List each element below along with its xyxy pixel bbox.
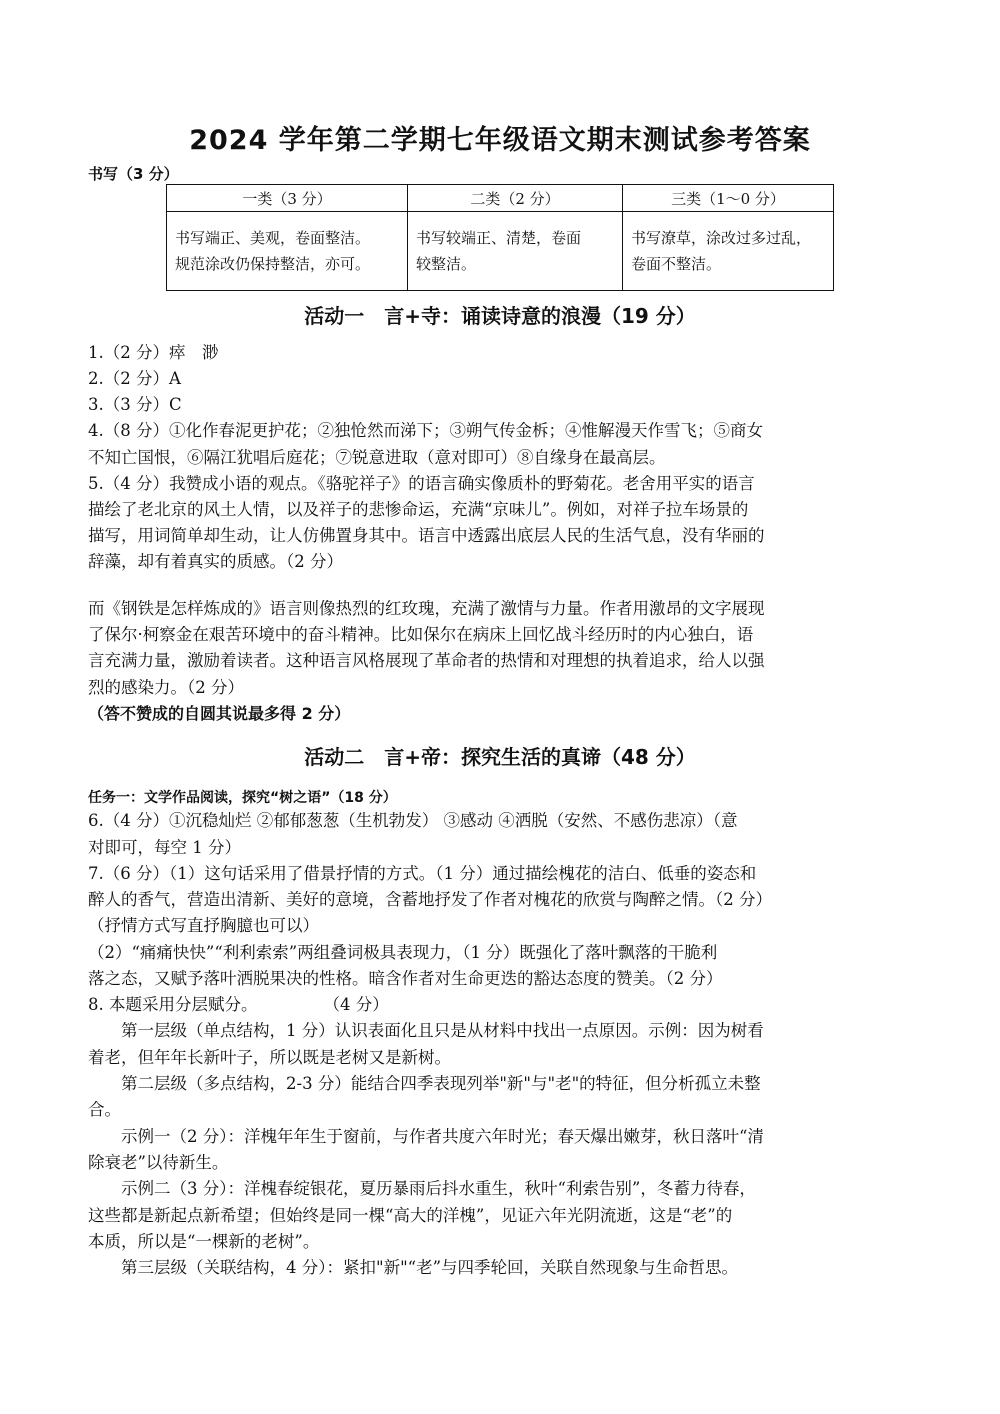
scoring-note: （答不赞成的自圆其说最多得 2 分） [88,704,351,723]
answer-line: 6.（4 分）①沉稳灿烂 ②郁郁葱葱（生机勃发） ③感动 ④洒脱（安然、不感伤悲凉）（意 [88,811,738,830]
answer-line: 7.（6 分）（1）这句话采用了借景抒情的方式。（1 分）通过描绘槐花的洁白、低垂的姿态和 [88,864,757,883]
grade-criteria-3 [623,212,834,291]
answer-line: 2.（2 分）A [88,369,181,388]
answer-line: （抒情方式写直抒胸臆也可以） [88,916,319,935]
answer-line: 对即可，每空 1 分） [88,838,241,857]
answer-line: 了保尔·柯察金在艰苦环境中的奋斗精神。比如保尔在病床上回忆战斗经历时的内心独白，语 [88,625,754,644]
grade-criteria-2 [408,212,623,291]
answer-line: 着老，但年年长新叶子，所以既是老树又是新树。 [88,1048,451,1067]
answer-line: 1.（2 分）瘁 渺 [88,343,219,362]
grade-header-2: 二类（2 分） [408,185,623,212]
activity-2-title: 活动二 言+帝：探究生活的真谛（48 分） [304,745,696,769]
answer-line: 5.（4 分）我赞成小语的观点。《骆驼祥子》的语言确实像质朴的野菊花。老舍用平实的语言 [88,474,755,493]
grade-header-3: 三类（1～0 分） [623,185,834,212]
grade-criteria-1-line-1: 书写端正、美观，卷面整洁。 [175,229,371,247]
answer-line: 除衰老”以待新生。 [88,1153,229,1172]
grade-criteria-1 [167,212,408,291]
answer-line: 合。 [88,1100,121,1119]
answer-line: 而《钢铁是怎样炼成的》语言则像热烈的红玫瑰，充满了激情与力量。作者用激昂的文字展现 [88,599,765,618]
grade-criteria-3-line-1: 书写潦草，涂改过多过乱， [631,229,812,247]
grade-header-1: 一类（3 分） [167,185,408,212]
answer-line: 本质，所以是“一棵新的老树”。 [88,1232,320,1251]
answer-line: 不知亡国恨，⑥隔江犹唱后庭花；⑦锐意进取（意对即可）⑧自缘身在最高层。 [88,448,666,467]
answer-line: 示例二（3 分）：洋槐春绽银花，夏历暴雨后抖水重生，秋叶“利索告别”，冬蓄力待春， [88,1179,756,1198]
task-1-title: 任务一：文学作品阅读，探究“树之语”（18 分） [88,790,397,806]
answer-line: 示例一（2 分）：洋槐年年生于窗前，与作者共度六年时光；春天爆出嫩芽，秋日落叶“清 [88,1127,764,1146]
answer-line: 烈的感染力。（2 分） [88,678,244,697]
answer-line: 第三层级（关联结构，4 分）：紧扣"新"“老”与四季轮回，关联自然现象与生命哲思。 [88,1258,739,1277]
answer-line: 第一层级（单点结构，1 分）认识表面化且只是从材料中找出一点原因。示例：因为树看 [88,1021,764,1040]
answer-line: （2）“痛痛快快”“利利索索”两组叠词极具表现力，（1 分）既强化了落叶飘落的干脆利 [88,943,718,962]
answer-line: 描绘了老北京的风土人情，以及祥子的悲惨命运，充满“京味儿”。例如，对祥子拉车场景的 [88,500,749,519]
answer-line: 这些都是新起点新希望；但始终是同一棵“高大的洋槐”，见证六年光阴流逝，这是“老”的 [88,1206,733,1225]
grading-header-row [167,185,834,212]
answer-line: 3.（3 分）C [88,395,182,414]
answer-line: 4.（8 分）①化作春泥更护花；②独怆然而涕下；③朔气传金柝；④惟解漫天作雪飞；⑤商女 [88,421,763,440]
writing-grading-table [166,184,834,291]
answer-line: 言充满力量，激励着读者。这种语言风格展现了革命者的热情和对理想的执着追求，给人以强 [88,651,765,670]
answer-line: 第二层级（多点结构，2-3 分）能结合四季表现列举"新"与"老"的特征，但分析孤立未整 [88,1074,761,1093]
grade-criteria-2-line-2: 较整洁。 [416,255,477,273]
grade-criteria-2-line-1: 书写较端正、清楚，卷面 [416,229,582,247]
grading-criteria-row [167,212,834,291]
activity-1-title: 活动一 言+寺：诵读诗意的浪漫（19 分） [304,304,696,328]
grade-criteria-3-line-2: 卷面不整洁。 [631,255,722,273]
writing-section-label: 书写（3 分） [88,165,179,183]
answer-line: 8. 本题采用分层赋分。 （4 分） [88,995,389,1014]
answer-line: 描写，用词简单却生动，让人仿佛置身其中。语言中透露出底层人民的生活气息，没有华丽的 [88,526,765,545]
answer-line: 醉人的香气，营造出清新、美好的意境，含蓄地抒发了作者对槐花的欣赏与陶醉之情。（2 分） [88,890,772,909]
answer-line: 辞藻，却有着真实的质感。（2 分） [88,552,343,571]
page-title: 2024 学年第二学期七年级语文期末测试参考答案 [189,125,811,156]
answer-line: 落之态，又赋予落叶洒脱果决的性格。暗含作者对生命更迭的豁达态度的赞美。（2 分） [88,969,723,988]
grade-criteria-1-line-2: 规范涂改仍保持整洁，亦可。 [175,255,371,273]
